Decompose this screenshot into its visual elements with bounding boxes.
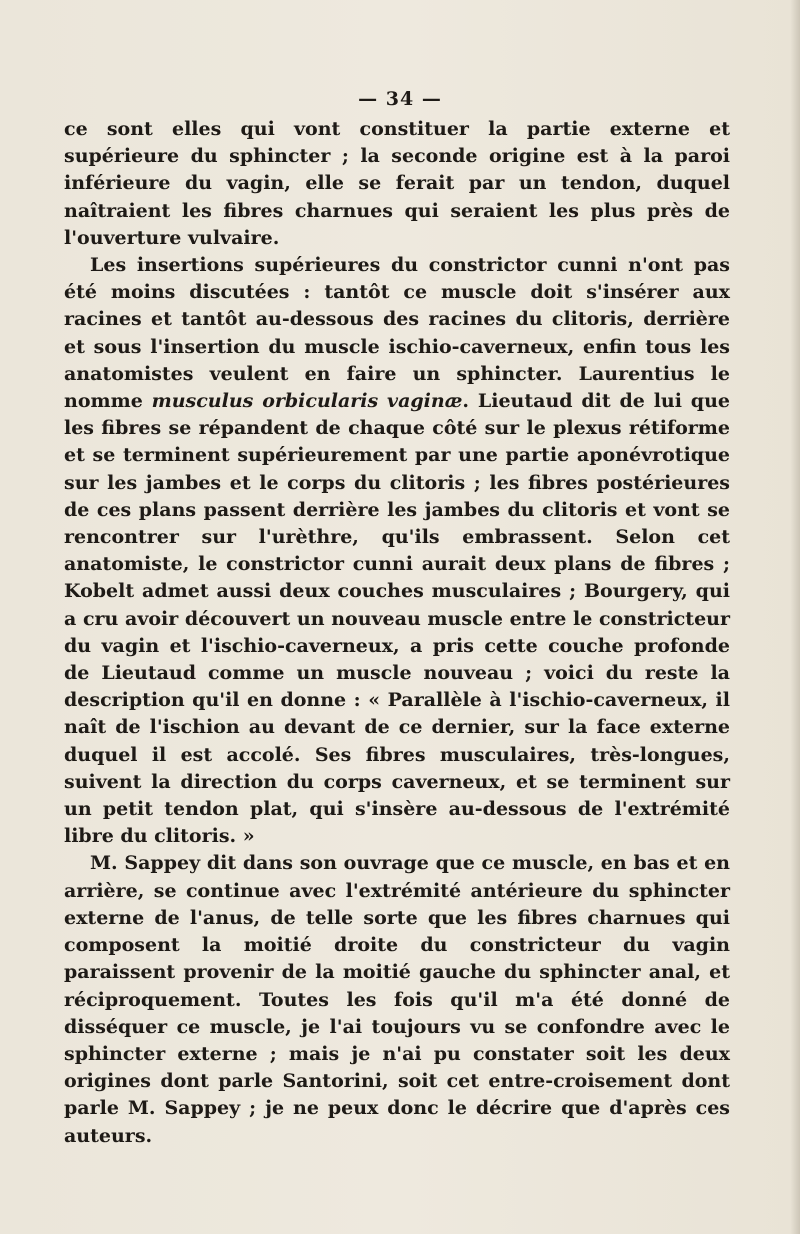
paragraph-2-text-before: Les insertions supérieures du constrictor cunni n'ont pas été moins discutées : tantôt ce muscle doit s'insérer aux racines et tantôt au-dessous des racines du clitoris, derrière et sous l'insertion du muscle ischio-caverneux, enfin tous les anatomistes veulent en faire un sphincter. Laurentius le nomme (64, 254, 730, 413)
page-edge-shadow (790, 0, 800, 1234)
paragraph-1 (64, 116, 730, 252)
latin-term: musculus orbicularis vaginæ (151, 390, 463, 413)
paragraph-2-text-after: . Lieutaud dit de lui que les fibres se répandent de chaque côté sur le plexus rétiforme et se terminent supérieurement par une partie aponévrotique sur les jambes et le corps du clitoris ; les fibres postérieures de ces plans passent derrière les jambes du clitoris et vont se rencontrer sur l'urèthre, qu'ils embrassent. Selon cet anatomiste, le constrictor cunni aurait deux plans de fibres ; Kobelt admet aussi deux couches musculaires ; Bourgery, qui a cru avoir découvert un nouveau muscle entre le constricteur du vagin et l'ischio-caverneux, a pris cette couche profonde de Lieutaud comme un muscle nouveau ; voici du reste la description qu'il en donne : « Parallèle à l'ischio-caverneux, il naît de l'ischion au devant de ce dernier, sur la face externe duquel il est accolé. Ses fibres musculaires, très-longues, suivent la direction du corps caverneux, et se terminent sur un petit tendon plat, qui s'insère au-dessous de l'extrémité libre du clitoris. » (64, 390, 730, 848)
paragraph-1-text: ce sont elles qui vont constituer la partie externe et supérieure du sphincter ; la seconde origine est à la paroi inférieure du vagin, elle se ferait par un tendon, duquel naîtraient les fibres charnues qui seraient les plus près de l'ouverture vulvaire. (64, 118, 730, 249)
paragraph-2 (64, 252, 730, 850)
page-number: — 34 — (358, 88, 442, 110)
body-text (64, 116, 730, 1150)
paragraph-3-text: M. Sappey dit dans son ouvrage que ce muscle, en bas et en arrière, se continue avec l'extrémité antérieure du sphincter externe de l'anus, de telle sorte que les fibres charnues qui composent la moitié droite du constricteur du vagin paraissent provenir de la moitié gauche du sphincter anal, et réciproquement. Toutes les fois qu'il m'a été donné de disséquer ce muscle, je l'ai toujours vu se confondre avec le sphincter externe ; mais je n'ai pu constater soit les deux origines dont parle Santorini, soit cet entre-croisement dont parle M. Sappey ; je ne peux donc le décrire que d'après ces auteurs. (64, 852, 730, 1147)
paragraph-3 (64, 850, 730, 1149)
